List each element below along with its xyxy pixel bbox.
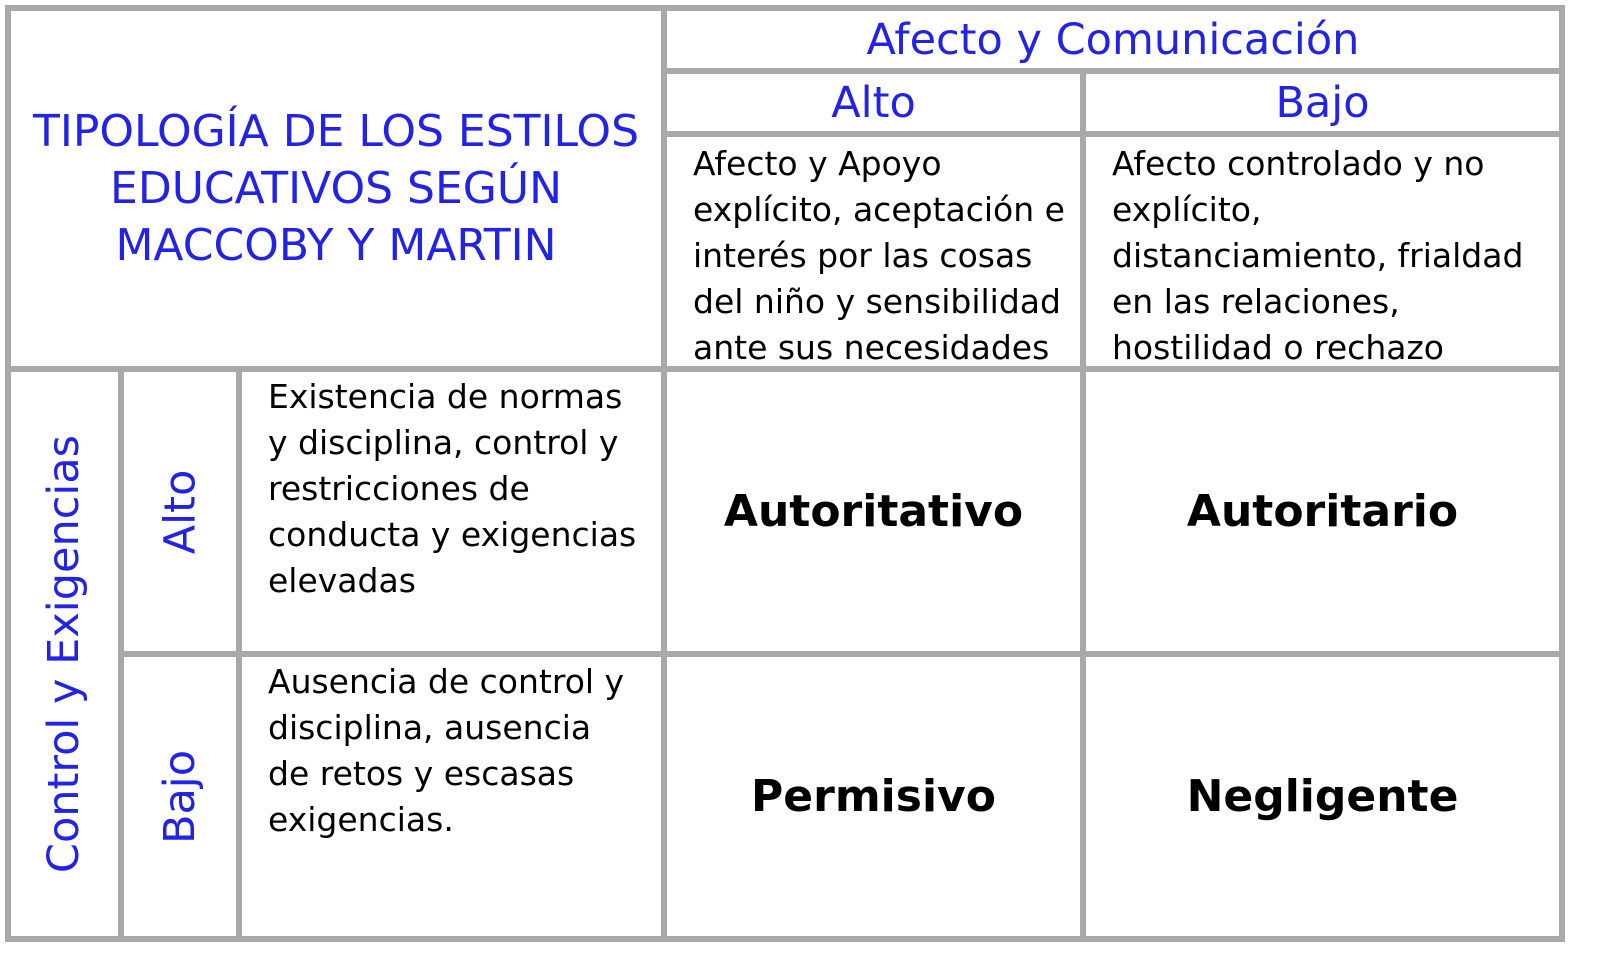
divider-horizontal-affect-levels <box>661 131 1565 137</box>
outer-border-right <box>1559 5 1565 942</box>
style-autoritativo: Autoritativo <box>723 486 1024 537</box>
style-negligente: Negligente <box>1186 771 1459 822</box>
style-autoritario: Autoritario <box>1186 486 1459 537</box>
affect-low-label: Bajo <box>1275 77 1370 128</box>
control-high-description: Existencia de normas y disciplina, control y restricciones de conducta y exigencias elevadas <box>268 377 637 600</box>
affect-high-description: Afecto y Apoyo explícito, aceptación e interés por las cosas del niño y sensibilidad ante sus necesidades <box>693 144 1065 367</box>
control-low-label: Bajo <box>154 749 205 844</box>
affect-high-label: Alto <box>831 77 916 128</box>
table-title-line: MACCOBY Y MARTIN <box>115 220 557 271</box>
control-low-description: Ausencia de control y disciplina, ausencia de retos y escasas exigencias. <box>268 662 625 839</box>
table-title-line: EDUCATIVOS SEGÚN <box>110 163 562 214</box>
style-permisivo: Permisivo <box>751 771 996 822</box>
affect-low-description: Afecto controlado y no explícito, distanciamiento, frialdad en las relaciones, hostilidad o rechazo <box>1112 144 1524 367</box>
control-header: Control y Exigencias <box>39 434 90 874</box>
affect-header: Afecto y Comunicación <box>866 14 1360 65</box>
control-high-label: Alto <box>155 469 205 554</box>
table-title-line: TIPOLOGÍA DE LOS ESTILOS <box>32 106 639 157</box>
table-title <box>11 11 661 366</box>
